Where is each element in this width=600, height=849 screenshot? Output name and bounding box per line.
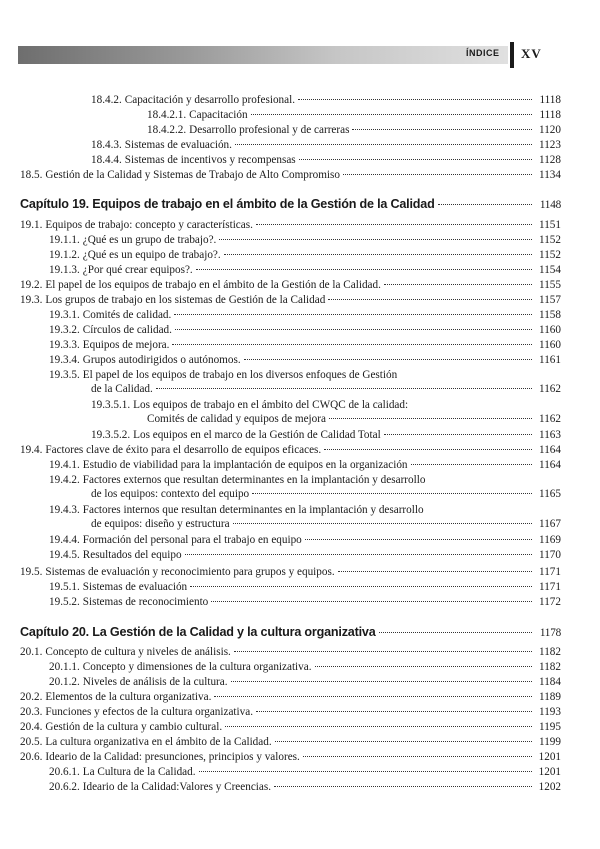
- toc-entry: [20, 233, 561, 247]
- toc-entry: [20, 750, 561, 764]
- dot-leader: [298, 99, 532, 100]
- entry-number: 18.5.: [20, 169, 43, 181]
- entry-title: Sistemas de reconocimiento: [82, 596, 209, 608]
- entry-page-number: 1164: [539, 459, 561, 471]
- dot-leader: [175, 329, 532, 330]
- toc-entry: [20, 263, 561, 277]
- toc-entry: [20, 533, 561, 547]
- entry-title: ¿Qué es un grupo de trabajo?.: [82, 234, 217, 246]
- entry-page-number: 1164: [539, 444, 561, 456]
- toc-entry: [20, 308, 561, 322]
- dot-leader: [256, 711, 532, 712]
- entry-number: 19.3.: [20, 294, 43, 306]
- entry-page-number: 1157: [539, 294, 561, 306]
- entry-page-number: 1118: [539, 94, 561, 106]
- toc-entry: [20, 323, 561, 337]
- dot-leader: [199, 771, 532, 772]
- dot-leader: [256, 224, 532, 225]
- dot-leader: [299, 159, 532, 160]
- entry-page-number: 1123: [539, 139, 561, 151]
- entry-number: 18.4.4.: [91, 154, 122, 166]
- dot-leader: [252, 493, 532, 494]
- entry-title: Factores internos que resultan determinantes en la implantación y desarrollo: [82, 504, 424, 516]
- toc-entry: [20, 473, 561, 501]
- toc-entry: [20, 398, 561, 426]
- entry-number: 18.4.2.: [91, 94, 122, 106]
- entry-number: 19.4.: [20, 444, 43, 456]
- entry-number: 19.1.2.: [49, 249, 80, 261]
- toc-entry: [20, 338, 561, 352]
- entry-title: Grupos autodirigidos o autónomos.: [82, 354, 241, 366]
- entry-number: 20.5.: [20, 736, 43, 748]
- entry-number: 20.6.2.: [49, 781, 80, 793]
- dot-leader: [156, 388, 532, 389]
- dot-leader: [328, 299, 532, 300]
- entry-page-number: 1148: [539, 199, 561, 211]
- toc-entry: [20, 580, 561, 594]
- dot-leader: [233, 523, 532, 524]
- dot-leader: [214, 696, 532, 697]
- entry-number: 20.6.1.: [49, 766, 80, 778]
- toc-entry: [20, 735, 561, 749]
- entry-page-number: 1182: [539, 646, 561, 658]
- entry-title: Los equipos de trabajo en el ámbito del CWQC de la calidad:: [133, 399, 409, 411]
- dot-leader: [324, 449, 532, 450]
- dot-leader: [329, 418, 532, 419]
- toc-entry: [20, 705, 561, 719]
- entry-number: 19.5.1.: [49, 581, 80, 593]
- dot-leader: [231, 681, 532, 682]
- entry-title: ¿Qué es un equipo de trabajo?.: [82, 249, 221, 261]
- entry-title: Sistemas de incentivos y recompensas: [124, 154, 296, 166]
- dot-leader: [275, 741, 532, 742]
- entry-number: 20.1.: [20, 646, 43, 658]
- entry-title: Capítulo 20. La Gestión de la Calidad y la cultura organizativa: [20, 625, 376, 639]
- entry-title: Concepto y dimensiones de la cultura organizativa.: [82, 661, 312, 673]
- dot-leader: [225, 726, 532, 727]
- entry-number: 20.1.1.: [49, 661, 80, 673]
- entry-page-number: 1154: [539, 264, 561, 276]
- entry-title: Sistemas de evaluación.: [124, 139, 232, 151]
- entry-page-number: 1160: [539, 324, 561, 336]
- entry-page-number: 1201: [538, 766, 561, 778]
- entry-title: Factores externos que resultan determinantes en la implantación y desarrollo: [82, 474, 426, 486]
- entry-title: Equipos de trabajo: concepto y características.: [45, 219, 253, 231]
- entry-title: Elementos de la cultura organizativa.: [45, 691, 212, 703]
- entry-title: Concepto de cultura y niveles de análisis.: [45, 646, 231, 658]
- entry-title: Capítulo 19. Equipos de trabajo en el ámbito de la Gestión de la Calidad: [20, 197, 435, 211]
- toc-entry: [20, 293, 561, 307]
- entry-title: Comités de calidad y equipos de mejora: [147, 413, 326, 425]
- dot-leader: [211, 601, 532, 602]
- header-section-label: ÍNDICE: [466, 48, 500, 58]
- toc-entry: [20, 278, 561, 292]
- entry-number: 20.3.: [20, 706, 43, 718]
- entry-title: Gestión de la cultura y cambio cultural.: [45, 721, 223, 733]
- entry-number: 19.1.: [20, 219, 43, 231]
- entry-title: Desarrollo profesional y de carreras: [189, 124, 350, 136]
- dot-leader: [411, 464, 532, 465]
- toc-entry: [20, 765, 561, 779]
- toc-entry: [20, 168, 561, 182]
- entry-number: 20.4.: [20, 721, 43, 733]
- entry-number: 19.4.3.: [49, 504, 80, 516]
- entry-number: 19.4.2.: [49, 474, 80, 486]
- entry-page-number: 1167: [539, 518, 561, 530]
- toc-entry: [20, 595, 561, 609]
- entry-page-number: 1201: [538, 751, 561, 763]
- entry-number: 19.3.5.: [49, 369, 80, 381]
- toc-entry: [20, 108, 561, 122]
- toc-entry: [20, 93, 561, 107]
- dot-leader: [190, 586, 532, 587]
- toc-entry: [20, 780, 561, 794]
- entry-number: 19.3.2.: [49, 324, 80, 336]
- entry-title: Formación del personal para el trabajo en equipo: [82, 534, 302, 546]
- entry-page-number: 1199: [539, 736, 561, 748]
- entry-title: Equipos de mejora.: [82, 339, 170, 351]
- dot-leader: [384, 434, 532, 435]
- entry-number: 19.3.5.1.: [91, 399, 131, 411]
- entry-page-number: 1161: [539, 354, 561, 366]
- entry-page-number: 1134: [539, 169, 561, 181]
- entry-page-number: 1189: [539, 691, 561, 703]
- entry-title: Los grupos de trabajo en los sistemas de Gestión de la Calidad: [45, 294, 326, 306]
- entry-page-number: 1151: [539, 219, 561, 231]
- entry-page-number: 1171: [539, 581, 561, 593]
- entry-title: Ideario de la Calidad:Valores y Creencias.: [82, 781, 272, 793]
- toc-entry: [20, 548, 561, 562]
- entry-number: 19.3.4.: [49, 354, 80, 366]
- toc-entry: [20, 428, 561, 442]
- toc-entry: [20, 138, 561, 152]
- toc-entry: [20, 123, 561, 137]
- entry-title: Gestión de la Calidad y Sistemas de Trabajo de Alto Compromiso: [45, 169, 340, 181]
- entry-number: 19.1.1.: [49, 234, 80, 246]
- entry-number: 18.4.3.: [91, 139, 122, 151]
- toc-entry: [20, 720, 561, 734]
- entry-title: Sistemas de evaluación y reconocimiento para grupos y equipos.: [45, 566, 335, 578]
- dot-leader: [352, 129, 532, 130]
- entry-page-number: 1169: [539, 534, 561, 546]
- chapter-heading-19: [20, 197, 561, 211]
- toc-entry: [20, 675, 561, 689]
- toc-entry: [20, 443, 561, 457]
- entry-page-number: 1171: [539, 566, 561, 578]
- dot-leader: [235, 144, 532, 145]
- toc-entry: [20, 660, 561, 674]
- entry-page-number: 1158: [539, 309, 561, 321]
- entry-page-number: 1162: [539, 413, 561, 425]
- entry-number: 19.3.1.: [49, 309, 80, 321]
- dot-leader: [244, 359, 532, 360]
- entry-title: La cultura organizativa en el ámbito de la Calidad.: [45, 736, 272, 748]
- dot-leader: [185, 554, 532, 555]
- dot-leader: [343, 174, 532, 175]
- entry-number: 20.2.: [20, 691, 43, 703]
- entry-title: El papel de los equipos de trabajo en los diversos enfoques de Gestión: [82, 369, 398, 381]
- toc-entry: [20, 153, 561, 167]
- entry-title: de los equipos: contexto del equipo: [91, 488, 250, 500]
- entry-title: Funciones y efectos de la cultura organizativa.: [45, 706, 253, 718]
- entry-title: Capacitación: [189, 109, 248, 121]
- entry-number: 19.4.4.: [49, 534, 80, 546]
- dot-leader: [174, 314, 532, 315]
- entry-page-number: 1118: [539, 109, 561, 121]
- header-divider: [510, 42, 514, 68]
- toc-entry: [20, 458, 561, 472]
- toc-entry: [20, 690, 561, 704]
- entry-page-number: 1120: [539, 124, 561, 136]
- entry-number: 18.4.2.2.: [147, 124, 187, 136]
- header-gradient-bar: [18, 46, 508, 64]
- entry-number: 20.1.2.: [49, 676, 80, 688]
- entry-page-number: 1178: [539, 627, 561, 639]
- dot-leader: [438, 204, 532, 205]
- entry-title: Capacitación y desarrollo profesional.: [124, 94, 296, 106]
- dot-leader: [234, 651, 532, 652]
- dot-leader: [172, 344, 532, 345]
- entry-title: de equipos: diseño y estructura: [91, 518, 230, 530]
- dot-leader: [219, 239, 532, 240]
- entry-title: ¿Por qué crear equipos?.: [82, 264, 193, 276]
- entry-title: Los equipos en el marco de la Gestión de Calidad Total: [133, 429, 381, 441]
- entry-page-number: 1195: [539, 721, 561, 733]
- entry-page-number: 1152: [539, 234, 561, 246]
- entry-number: 19.3.5.2.: [91, 429, 131, 441]
- entry-number: 19.2.: [20, 279, 43, 291]
- entry-page-number: 1172: [539, 596, 561, 608]
- entry-number: 19.4.5.: [49, 549, 80, 561]
- entry-page-number: 1128: [539, 154, 561, 166]
- entry-page-number: 1202: [538, 781, 561, 793]
- entry-title: Factores clave de éxito para el desarrollo de equipos eficaces.: [45, 444, 322, 456]
- entry-title: de la Calidad.: [91, 383, 153, 395]
- entry-page-number: 1152: [539, 249, 561, 261]
- toc-entry: [20, 565, 561, 579]
- entry-page-number: 1165: [539, 488, 561, 500]
- toc-entry: [20, 503, 561, 531]
- dot-leader: [315, 666, 532, 667]
- dot-leader: [251, 114, 532, 115]
- entry-number: 20.6.: [20, 751, 43, 763]
- entry-number: 19.5.: [20, 566, 43, 578]
- toc-entry: [20, 645, 561, 659]
- entry-title: El papel de los equipos de trabajo en el ámbito de la Gestión de la Calidad.: [45, 279, 381, 291]
- toc-entry: [20, 353, 561, 367]
- entry-title: Ideario de la Calidad: presunciones, principios y valores.: [45, 751, 300, 763]
- entry-title: Estudio de viabilidad para la implantación de equipos en la organización: [82, 459, 408, 471]
- entry-title: Círculos de calidad.: [82, 324, 172, 336]
- entry-title: Resultados del equipo: [82, 549, 182, 561]
- dot-leader: [196, 269, 532, 270]
- entry-title: Sistemas de evaluación: [82, 581, 188, 593]
- entry-page-number: 1182: [539, 661, 561, 673]
- entry-page-number: 1155: [539, 279, 561, 291]
- dot-leader: [224, 254, 532, 255]
- entry-page-number: 1160: [539, 339, 561, 351]
- toc-entry: [20, 248, 561, 262]
- dot-leader: [303, 756, 532, 757]
- entry-page-number: 1163: [539, 429, 561, 441]
- dot-leader: [379, 632, 532, 633]
- entry-title: Comités de calidad.: [82, 309, 172, 321]
- toc-entry: [20, 368, 561, 396]
- entry-page-number: 1193: [539, 706, 561, 718]
- dot-leader: [338, 571, 532, 572]
- entry-number: 19.5.2.: [49, 596, 80, 608]
- entry-number: 19.4.1.: [49, 459, 80, 471]
- entry-page-number: 1184: [539, 676, 561, 688]
- entry-title: Niveles de análisis de la cultura.: [82, 676, 228, 688]
- dot-leader: [305, 539, 532, 540]
- entry-number: 19.3.3.: [49, 339, 80, 351]
- header-page-number: XV: [521, 46, 542, 61]
- toc-entry: [20, 218, 561, 232]
- entry-title: La Cultura de la Calidad.: [82, 766, 196, 778]
- chapter-heading-20: [20, 625, 561, 639]
- entry-page-number: 1162: [539, 383, 561, 395]
- dot-leader: [274, 786, 532, 787]
- entry-number: 19.1.3.: [49, 264, 80, 276]
- entry-number: 18.4.2.1.: [147, 109, 187, 121]
- dot-leader: [384, 284, 532, 285]
- entry-page-number: 1170: [539, 549, 561, 561]
